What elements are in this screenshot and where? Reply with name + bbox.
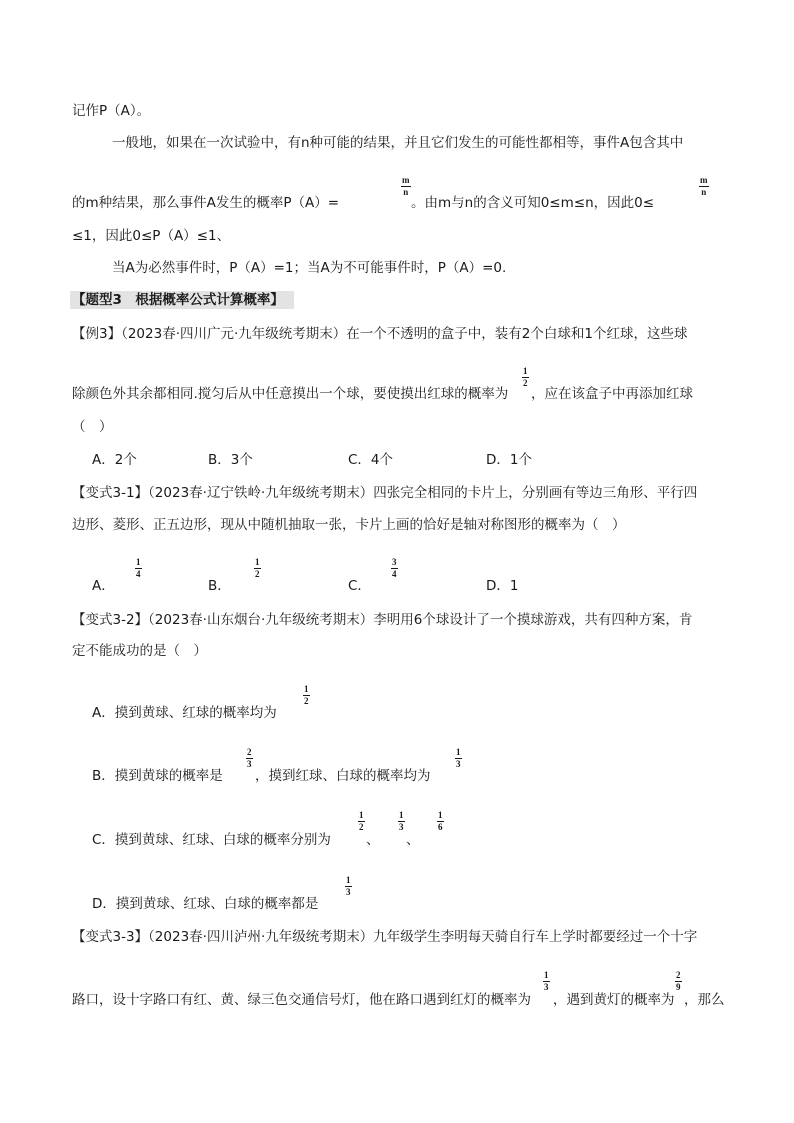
fraction-one-half: $\frac{1}{2}$	[523, 366, 528, 388]
fraction-two-ninths: $\frac{2}{9}$	[676, 970, 681, 992]
variant-3-2-line-1: 【变式3-2】（2023春·山东烟台·九年级统考期末）李明用6个球设计了一个摸球游戏，共有四种方案，肯	[72, 612, 693, 628]
example-3-line-2b: ，应在该盒子中再添加红球	[531, 386, 693, 402]
example-3-option-d: D．1个	[486, 452, 532, 468]
fraction-one-sixth: $\frac{1}{6}$	[438, 810, 443, 832]
fraction-one-third: $\frac{1}{3}$	[346, 875, 351, 897]
example-3-line-3: （ ）	[72, 419, 113, 435]
variant-3-1-option-c: C．	[348, 578, 371, 594]
variant-3-1-line-1: 【变式3-1】（2023春·辽宁铁岭·九年级统考期末）四张完全相同的卡片上，分别画有等边三角形、平行四	[72, 485, 698, 501]
variant-3-2-option-c: C．摸到黄球、红球、白球的概率分别为	[92, 832, 331, 848]
variant-3-2-line-2: 定不能成功的是（ ）	[72, 643, 207, 659]
variant-3-1-line-2: 边形、菱形、正五边形，现从中随机抽取一张，卡片上画的恰好是轴对称图形的概率为（ ）	[72, 517, 626, 533]
variant-3-1-option-d: D．1	[486, 578, 519, 594]
variant-3-1-option-b: B．	[208, 578, 231, 594]
fraction-m-over-n: $\frac{m}{n}$	[402, 175, 410, 197]
fraction-one-half: $\frac{1}{2}$	[255, 557, 260, 579]
section-heading: 【题型3 根据概率公式计算概率】	[72, 292, 284, 308]
variant-3-3-line-2a: 路口，设十字路口有红、黄、绿三色交通信号灯，他在路口遇到红灯的概率为	[72, 992, 531, 1008]
fraction-one-third: $\frac{1}{3}$	[456, 747, 461, 769]
fraction-three-quarters: $\frac{3}{4}$	[392, 557, 397, 579]
intro-line-5: 当A为必然事件时，P（A）=1；当A为不可能事件时，P（A）=0.	[112, 260, 507, 276]
fraction-two-thirds: $\frac{2}{3}$	[247, 747, 252, 769]
variant-3-3-line-2b: ，遇到黄灯的概率为	[553, 992, 675, 1008]
fraction-one-half: $\frac{1}{2}$	[359, 810, 364, 832]
example-3-line-1: 【例3】（2023春·四川广元·九年级统考期末）在一个不透明的盒子中，装有2个白球和1个红球，这些球	[72, 326, 688, 342]
fraction-one-quarter: $\frac{1}{4}$	[136, 557, 141, 579]
variant-3-3-line-2c: ，那么	[684, 992, 725, 1008]
intro-line-4: ≤1，因此0≤P（A）≤1、	[72, 228, 231, 244]
intro-line-2: 一般地，如果在一次试验中，有n种可能的结果，并且它们发生的可能性都相等，事件A包含其中	[112, 135, 684, 151]
comma-separator: 、	[406, 832, 420, 848]
intro-line-3a: 的m种结果，那么事件A发生的概率P（A）=	[72, 195, 340, 211]
variant-3-2-option-b-part-2: ，摸到红球、白球的概率均为	[255, 768, 431, 784]
variant-3-1-option-a: A．	[92, 578, 115, 594]
fraction-one-third: $\frac{1}{3}$	[399, 810, 404, 832]
fraction-one-third: $\frac{1}{3}$	[544, 970, 549, 992]
fraction-one-half: $\frac{1}{2}$	[304, 684, 309, 706]
example-3-line-2a: 除颜色外其余都相同.搅匀后从中任意摸出一个球，要使摸出红球的概率为	[72, 386, 509, 402]
variant-3-2-option-a: A．摸到黄球、红球的概率均为	[92, 705, 277, 721]
variant-3-2-option-d: D．摸到黄球、红球、白球的概率都是	[92, 896, 319, 912]
variant-3-3-line-1: 【变式3-3】（2023春·四川泸州·九年级统考期末）九年级学生李明每天骑自行车上学时都要经过一个十字	[72, 929, 698, 945]
comma-separator: 、	[366, 832, 380, 848]
variant-3-2-option-b-part-1: B．摸到黄球的概率是	[92, 768, 223, 784]
intro-line-3b: 。由m与n的含义可知0≤m≤n，因此0≤	[411, 195, 655, 211]
intro-line-1: 记作P（A）。	[72, 103, 151, 119]
fraction-m-over-n: $\frac{m}{n}$	[700, 175, 708, 197]
example-3-option-a: A．2个	[92, 452, 137, 468]
example-3-option-c: C．4个	[348, 452, 394, 468]
example-3-option-b: B．3个	[208, 452, 253, 468]
